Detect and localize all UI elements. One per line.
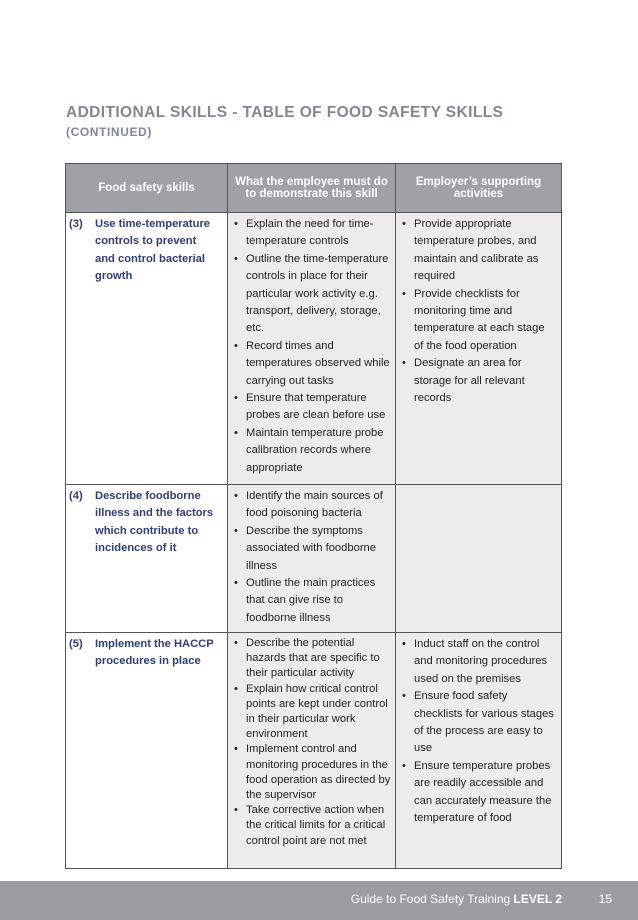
skill-title: Describe foodborne illness and the factors which contribute to incidences of it bbox=[95, 490, 214, 555]
employee-bullet-list bbox=[231, 636, 391, 849]
page-number: 15 bbox=[598, 892, 612, 906]
bullet-item: • Designate an area for storage for all relevant records bbox=[414, 355, 557, 407]
bullet-item: • Ensure food safety checklists for various stages of the process are easy to use bbox=[414, 688, 557, 758]
bullet-item: • Take corrective action when the critical limits for a critical control point are not met bbox=[246, 803, 391, 849]
skill-title: Implement the HACCP procedures in place bbox=[95, 638, 214, 668]
header-employee-demonstration: What the employee must do to demonstrate this skill bbox=[228, 164, 396, 213]
bullet-item: • Explain how critical control points are kept under control in their particular work environment bbox=[246, 682, 391, 743]
bullet-item: • Provide appropriate temperature probes, and maintain and calibrate as required bbox=[414, 216, 557, 286]
employee-cell bbox=[228, 633, 396, 869]
bullet-item: • Describe the symptoms associated with foodborne illness bbox=[246, 523, 391, 575]
table-header-row bbox=[66, 164, 562, 213]
employee-bullet-list bbox=[231, 488, 391, 627]
bullet-item: • Provide checklists for monitoring time and temperature at each stage of the food operation bbox=[414, 286, 557, 356]
footer-guide-title bbox=[351, 892, 562, 907]
employer-bullet-list bbox=[399, 636, 557, 827]
skill-cell bbox=[66, 633, 228, 869]
page-subheading: (CONTINUED) bbox=[66, 125, 152, 139]
employer-cell-empty bbox=[396, 485, 562, 633]
skill-number: (4) bbox=[69, 490, 83, 502]
employee-bullet-list bbox=[231, 216, 391, 477]
page-heading: ADDITIONAL SKILLS - TABLE OF FOOD SAFETY SKILLS bbox=[66, 104, 504, 121]
employer-bullet-list bbox=[399, 216, 557, 407]
bullet-item: • Outline the main practices that can give rise to foodborne illness bbox=[246, 575, 391, 627]
bullet-item: • Ensure temperature probes are readily accessible and can accurately measure the temperature of food bbox=[414, 758, 557, 828]
bullet-item: • Maintain temperature probe calibration records where appropriate bbox=[246, 425, 391, 477]
skill-title: Use time-temperature controls to prevent and control bacterial growth bbox=[95, 218, 211, 283]
skill-number: (3) bbox=[69, 218, 83, 230]
table-row bbox=[66, 213, 562, 485]
employer-cell bbox=[396, 213, 562, 485]
footer-guide-name: Guide to Food Safety Training bbox=[350, 892, 511, 906]
skill-cell bbox=[66, 485, 228, 633]
table-row bbox=[66, 633, 562, 869]
bullet-item: • Explain the need for time-temperature controls bbox=[246, 216, 391, 251]
employer-cell bbox=[396, 633, 562, 869]
skill-cell bbox=[66, 213, 228, 485]
bullet-item: • Ensure that temperature probes are clean before use bbox=[246, 390, 391, 425]
skill-entry bbox=[69, 216, 223, 286]
bullet-item: • Describe the potential hazards that are specific to their particular activity bbox=[246, 636, 391, 682]
employee-cell bbox=[228, 485, 396, 633]
header-employer-activities: Employer’s supporting activities bbox=[396, 164, 562, 213]
employee-cell bbox=[228, 213, 396, 485]
skill-entry bbox=[69, 636, 223, 671]
bullet-item: • Record times and temperatures observed while carrying out tasks bbox=[246, 338, 391, 390]
header-food-safety-skills: Food safety skills bbox=[66, 164, 228, 213]
footer-level: LEVEL 2 bbox=[513, 892, 562, 906]
skill-number: (5) bbox=[69, 638, 83, 650]
page-footer bbox=[0, 881, 638, 920]
bullet-item: • Outline the time-temperature controls in place for their particular work activity e.g. transport, delivery, storage, etc. bbox=[246, 251, 391, 338]
bullet-item: • Induct staff on the control and monitoring procedures used on the premises bbox=[414, 636, 557, 688]
skill-entry bbox=[69, 488, 223, 558]
table-row bbox=[66, 485, 562, 633]
bullet-item: • Implement control and monitoring procedures in the food operation as directed by the supervisor bbox=[246, 742, 391, 803]
food-safety-skills-table bbox=[65, 163, 562, 869]
bullet-item: • Identify the main sources of food poisoning bacteria bbox=[246, 488, 391, 523]
